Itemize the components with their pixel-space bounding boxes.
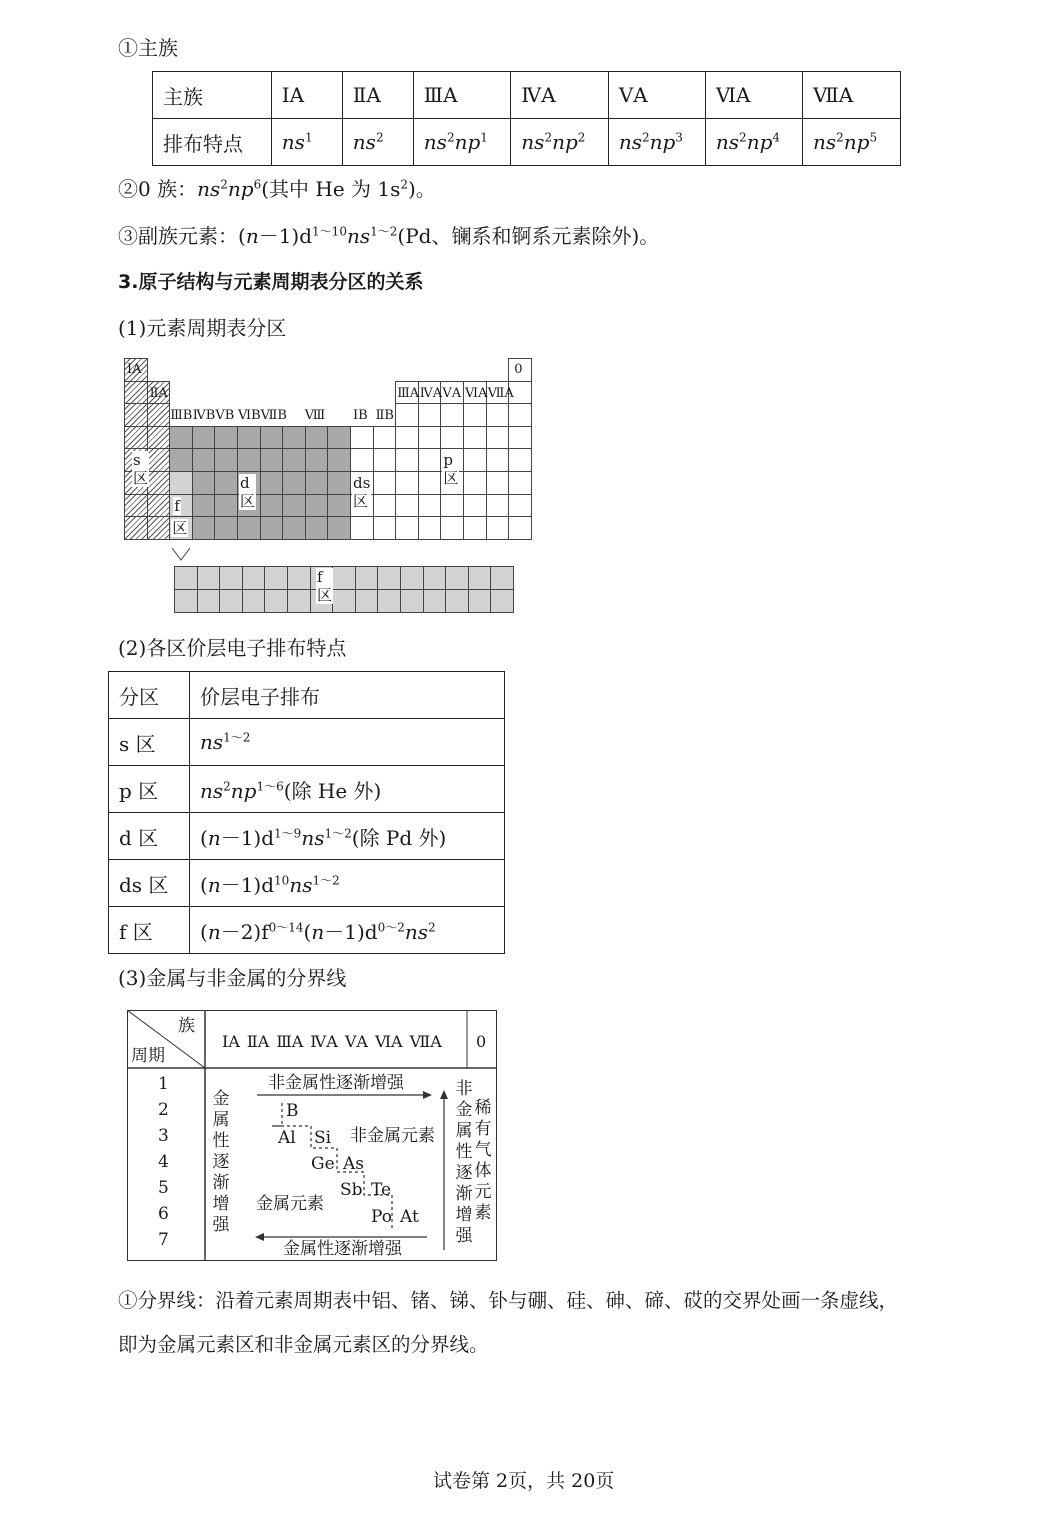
text: np xyxy=(746,130,773,154)
block-label: ⅢB xyxy=(170,407,193,423)
period-number: 1 xyxy=(158,1074,169,1094)
block-label: ⅣA xyxy=(419,385,443,401)
block-label: ⅢA xyxy=(397,385,420,401)
text: ns xyxy=(715,130,740,154)
block-config-cell xyxy=(190,719,505,766)
text: (其中 He 为 1s xyxy=(261,177,401,201)
block-label: d 区 xyxy=(240,474,256,510)
noble-gas-label: 稀有气体元素 xyxy=(474,1098,492,1223)
superscript: 1 xyxy=(480,130,488,145)
table-row xyxy=(109,719,505,766)
subsection-title: (2)各区价层电子排布特点 xyxy=(118,636,347,660)
block-name-cell: d 区 xyxy=(109,813,190,860)
table-header-cell: 分区 xyxy=(109,672,190,719)
superscript: 2 xyxy=(223,778,231,793)
block-label: ⅡB xyxy=(375,407,394,423)
element-symbol: As xyxy=(343,1154,365,1174)
block-name-cell: ds 区 xyxy=(109,860,190,907)
superscript: 2 xyxy=(544,130,553,145)
text: n xyxy=(245,224,259,248)
group-header-cell: ⅠA xyxy=(271,72,342,119)
block-config-cell xyxy=(190,860,505,907)
metal-nonmetal-boundary-diagram xyxy=(127,1010,497,1261)
text: np xyxy=(649,130,676,154)
text: ns xyxy=(301,825,325,850)
text: ns xyxy=(812,130,837,154)
superscript: 1～2 xyxy=(312,872,340,887)
text: (除 Pd 外) xyxy=(351,825,447,850)
block-label: Ⅷ xyxy=(304,407,326,423)
group-zero: 0 xyxy=(476,1032,487,1051)
block-label: p 区 xyxy=(443,451,459,488)
superscript: 4 xyxy=(772,130,781,145)
text: ns xyxy=(197,177,221,201)
text: ②0 族： xyxy=(118,177,198,201)
group-header-cell: ⅢA xyxy=(413,72,511,119)
block-label: 区 xyxy=(172,519,188,538)
superscript: 6 xyxy=(253,177,262,192)
right-vertical-label: 非金属性逐渐增强 xyxy=(455,1079,473,1246)
superscript: 0～14 xyxy=(268,919,304,934)
text: ns xyxy=(200,778,224,803)
period-number: 7 xyxy=(158,1230,169,1250)
superscript: 2 xyxy=(641,130,650,145)
group-header: ⅥA xyxy=(374,1032,403,1051)
superscript: 1～2 xyxy=(324,825,352,840)
text: np xyxy=(454,130,481,154)
block-label: ⅦB xyxy=(260,407,287,423)
group-headers xyxy=(222,1032,449,1052)
group-header-cell: ⅡA xyxy=(342,72,413,119)
period-label: 周期 xyxy=(131,1046,165,1066)
text: np xyxy=(552,130,578,154)
superscript: 2 xyxy=(400,177,408,192)
text: ( xyxy=(200,825,208,850)
table-row xyxy=(109,813,505,860)
text: ( xyxy=(200,919,208,944)
period-number: 6 xyxy=(158,1204,169,1224)
group-header-cell: ⅥA xyxy=(705,72,802,119)
block-label: ⅠB xyxy=(353,407,368,423)
text: ( xyxy=(200,872,208,897)
text: ns xyxy=(521,130,545,154)
period-number: 4 xyxy=(158,1152,169,1172)
block-label: f xyxy=(174,496,180,515)
element-symbol: Sb xyxy=(340,1180,363,1200)
group-label: 族 xyxy=(178,1016,195,1036)
superscript: 1～9 xyxy=(274,825,302,840)
element-symbol: Te xyxy=(371,1180,392,1200)
block-label: ⅡA xyxy=(149,385,168,401)
text: －1)d xyxy=(220,825,275,850)
metal-label: 金属元素 xyxy=(256,1194,324,1214)
block-config-cell xyxy=(190,907,505,954)
superscript: 2 xyxy=(375,130,384,145)
group-header: ⅠA xyxy=(222,1032,240,1051)
superscript: 2 xyxy=(836,130,844,145)
superscript: 2 xyxy=(739,130,747,145)
block-label: ⅤB xyxy=(215,407,235,423)
superscript: 1～10 xyxy=(312,224,347,239)
text: ns xyxy=(289,872,313,897)
superscript: 10 xyxy=(274,872,290,887)
text: ( xyxy=(303,919,312,944)
text: －2)f xyxy=(220,919,269,944)
top-arrow-label: 非金属性逐渐增强 xyxy=(268,1073,404,1093)
block-label: ⅥA xyxy=(465,385,488,401)
superscript: 1～6 xyxy=(256,778,284,793)
text: ns xyxy=(352,130,376,154)
text: －1)d xyxy=(220,872,275,897)
table-row xyxy=(109,907,505,954)
superscript: 1 xyxy=(304,130,313,145)
table-row xyxy=(109,860,505,907)
superscript: 2 xyxy=(446,130,455,145)
element-symbol: At xyxy=(400,1207,419,1227)
text: np xyxy=(230,778,257,803)
arrow-head xyxy=(255,1233,264,1241)
bottom-arrow-label: 金属性逐渐增强 xyxy=(283,1239,402,1259)
block-label: f 区 xyxy=(317,568,333,604)
text: ③副族元素：( xyxy=(118,224,246,248)
block-name-cell: p 区 xyxy=(109,766,190,813)
section-title: 3.原子结构与元素周期表分区的关系 xyxy=(118,271,424,293)
superscript: 2 xyxy=(428,919,436,934)
text: n xyxy=(207,872,221,897)
subsection-title: (3)金属与非金属的分界线 xyxy=(118,966,347,990)
period-number: 3 xyxy=(158,1126,169,1146)
superscript: 3 xyxy=(675,130,683,145)
block-label: ds 区 xyxy=(353,474,371,510)
table-header-cell: 排布特点 xyxy=(153,119,272,166)
text: ns xyxy=(200,730,224,754)
text: n xyxy=(207,825,221,850)
text: －1)d xyxy=(324,919,378,944)
element-symbol: Si xyxy=(314,1128,332,1148)
period-number: 5 xyxy=(158,1178,169,1198)
text: np xyxy=(227,177,254,201)
element-symbol: B xyxy=(286,1101,299,1121)
text: n xyxy=(311,919,325,944)
group-header: ⅣA xyxy=(310,1032,338,1051)
block-label: ⅠA xyxy=(127,362,142,377)
block-name-cell: f 区 xyxy=(109,907,190,954)
block-label: s 区 xyxy=(133,451,149,488)
group-header: ⅤA xyxy=(344,1032,368,1051)
text: (除 He 外) xyxy=(283,778,382,803)
main-group-title: ①主族 xyxy=(118,36,178,60)
boundary-paragraph-line2: 即为金属元素区和非金属元素区的分界线。 xyxy=(118,1333,489,1356)
group-header-cell: ⅦA xyxy=(802,72,900,119)
group-header-cell: ⅣA xyxy=(511,72,609,119)
superscript: 0～2 xyxy=(377,919,405,934)
text: －1)d xyxy=(258,224,313,248)
subsection-title: (1)元素周期表分区 xyxy=(118,316,287,340)
text: (Pd、镧系和锕系元素除外)。 xyxy=(397,224,660,248)
superscript: 1～2 xyxy=(223,730,251,745)
element-symbol: Ge xyxy=(311,1154,335,1174)
period-number: 2 xyxy=(158,1100,169,1120)
superscript: 2 xyxy=(220,177,228,192)
superscript: 2 xyxy=(577,130,586,145)
text: n xyxy=(207,919,221,944)
text: ns xyxy=(423,130,447,154)
table-row xyxy=(109,766,505,813)
text: ns xyxy=(281,130,305,154)
table-header-cell: 主族 xyxy=(153,72,272,119)
page-footer: 试卷第 2页，共 20页 xyxy=(433,1470,615,1492)
superscript: 1～2 xyxy=(370,224,398,239)
block-config-cell xyxy=(190,766,505,813)
superscript: 5 xyxy=(869,130,878,145)
text: np xyxy=(843,130,870,154)
block-name-cell: s 区 xyxy=(109,719,190,766)
element-symbol: Po xyxy=(371,1207,392,1227)
block-label: ⅤA xyxy=(442,385,462,401)
block-label: ⅣB xyxy=(192,407,216,423)
arrow-head xyxy=(440,1090,448,1099)
block-label: 0 xyxy=(514,362,523,377)
block-label: ⅥB xyxy=(238,407,261,423)
arrow-head xyxy=(423,1091,432,1099)
table-header-cell: 价层电子排布 xyxy=(190,672,505,719)
text: )。 xyxy=(408,177,436,201)
group-header: ⅦA xyxy=(409,1032,442,1051)
element-symbol: Al xyxy=(278,1128,296,1148)
text: ns xyxy=(346,224,371,248)
group-header: ⅡA xyxy=(246,1032,270,1051)
text: ns xyxy=(618,130,642,154)
block-config-cell xyxy=(190,813,505,860)
text: ns xyxy=(404,919,429,944)
block-label: ⅦA xyxy=(487,385,514,401)
group-header-cell: ⅤA xyxy=(608,72,705,119)
nonmetal-label: 非金属元素 xyxy=(350,1126,435,1146)
block-config-table xyxy=(108,671,505,954)
boundary-paragraph-line1: ①分界线：沿着元素周期表中铝、锗、锑、钋与硼、硅、砷、碲、砹的交界处画一条虚线， xyxy=(118,1289,899,1312)
left-vertical-label: 金属性逐渐增强 xyxy=(212,1089,230,1235)
group-header: ⅢA xyxy=(276,1032,304,1051)
